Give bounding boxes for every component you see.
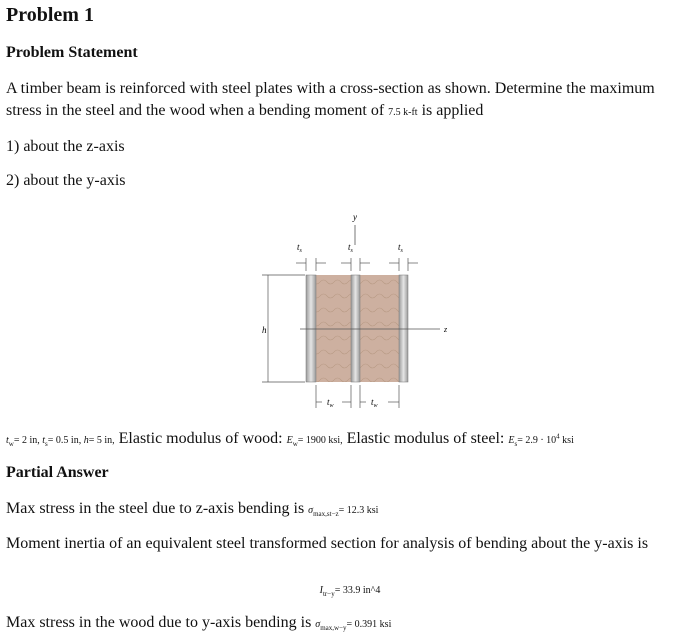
steel-plate-middle xyxy=(351,275,360,382)
answer-wood-y: Max stress in the wood due to y-axis bending is $\sigma_{max,w-y}= 0.391$ ksi xyxy=(6,614,392,632)
ts-label-right: $t_s$ xyxy=(398,242,403,254)
item-z-axis: 1) about the z-axis xyxy=(6,138,125,155)
beam-cross-section-figure xyxy=(250,205,450,420)
answer-inertia-text: Moment inertia of an equivalent steel transformed section for analysis of bending about the y-axis is xyxy=(6,535,649,552)
steel-plate-left xyxy=(306,275,316,382)
y-axis-label: y xyxy=(353,212,357,222)
wood-grain-left xyxy=(316,275,351,382)
ts-label-middle: $t_s$ xyxy=(348,242,353,254)
problem-title: Problem 1 xyxy=(6,4,94,26)
h-label: h xyxy=(262,325,267,335)
z-axis-label: z xyxy=(444,325,448,334)
given-parameters: $t_w= 2$ in, $t_s= 0.5$ in, h= 5 in, Elastic modulus of wood: $E_w= 1900$ ksi, Elastic modulus of steel: $E_s= 2.9 \cdot 10^4$ ksi xyxy=(6,430,574,448)
problem-statement xyxy=(6,78,686,124)
answer-inertia-value: $I_{tr-y}= 33.9$ in^4 xyxy=(319,585,381,598)
tw-label-left: $t_w$ xyxy=(327,397,334,409)
ts-dimension-marks xyxy=(296,258,418,271)
steel-plate-right xyxy=(399,275,408,382)
h-dimension xyxy=(262,275,305,382)
tw-label-right: $t_w$ xyxy=(371,397,378,409)
statement-tail: is applied xyxy=(417,102,484,119)
item-y-axis: 2) about the y-axis xyxy=(6,172,126,189)
statement-heading: Problem Statement xyxy=(6,44,138,61)
moment-value: 7.5 k-ft xyxy=(388,107,418,118)
answer-steel-z: Max stress in the steel due to z-axis bending is $\sigma_{max,st-z}= 12.3$ ksi xyxy=(6,500,379,518)
partial-answer-heading: Partial Answer xyxy=(6,464,109,481)
wood-grain-right xyxy=(360,275,399,382)
statement-text: A timber beam is reinforced with steel plates with a cross-section as shown. Determine the maximum stress in the steel and the wood when a bending moment of xyxy=(6,80,655,119)
ts-label-left: $t_s$ xyxy=(297,242,302,254)
